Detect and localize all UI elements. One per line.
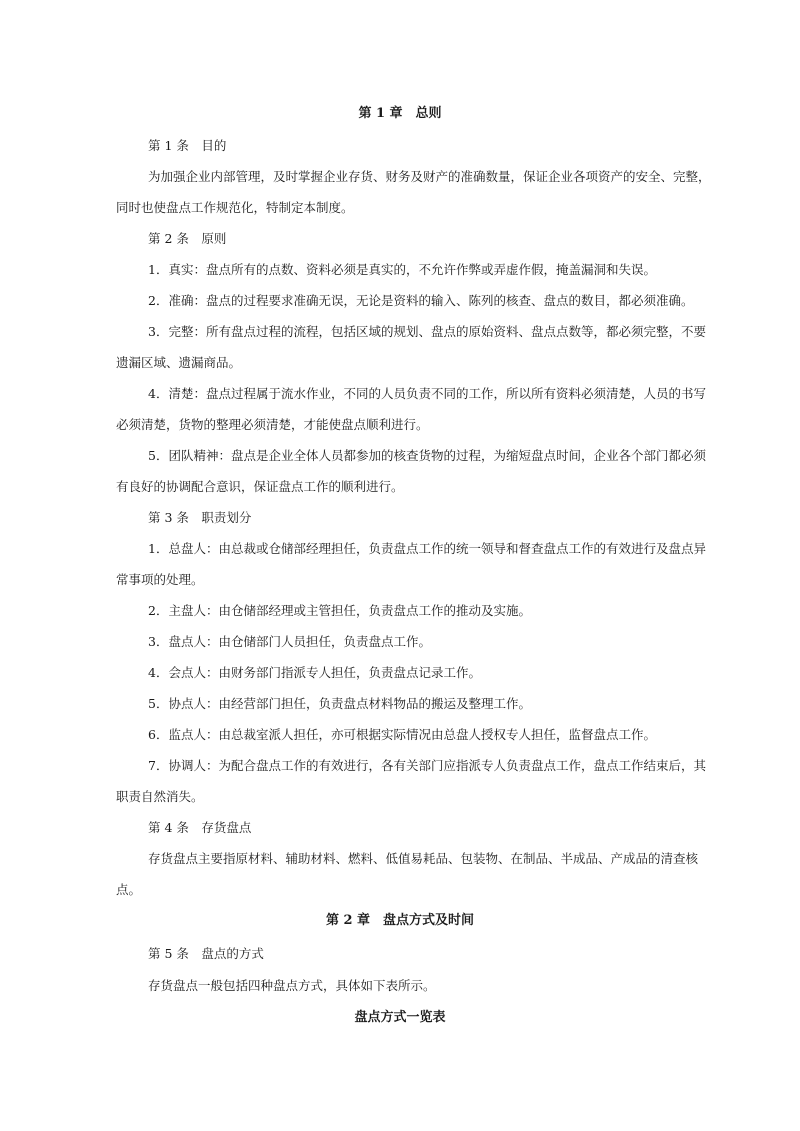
chapter-2-title: 第 2 章 盘点方式及时间 bbox=[325, 913, 475, 928]
article-2-item-4: 4．清楚：盘点过程属于流水作业，不同的人员负责不同的工作，所以所有资料必须清楚，人员的书写 bbox=[148, 386, 706, 401]
article-1-line: 同时也使盘点工作规范化，特制定本制度。 bbox=[116, 200, 354, 215]
article-2-item-5: 5．团队精神：盘点是企业全体人员都参加的核查货物的过程，为缩短盘点时间，企业各个部门都必须 bbox=[148, 448, 706, 463]
table-title: 盘点方式一览表 bbox=[354, 1010, 446, 1025]
article-3-item-1-cont: 常事项的处理。 bbox=[116, 572, 204, 587]
article-5-heading: 第 5 条 盘点的方式 bbox=[148, 946, 264, 961]
chapter-1-title: 第 1 章 总则 bbox=[358, 106, 442, 121]
article-2-item-3: 3．完整：所有盘点过程的流程，包括区域的规划、盘点的原始资料、盘点点数等，都必须完整，不要 bbox=[148, 324, 706, 339]
article-2-item-1: 1．真实：盘点所有的点数、资料必须是真实的，不允许作弊或弄虚作假，掩盖漏洞和失误。 bbox=[148, 262, 656, 277]
article-3-item-7: 7．协调人：为配合盘点工作的有效进行，各有关部门应指派专人负责盘点工作，盘点工作结束后，其 bbox=[148, 758, 706, 773]
article-3-heading: 第 3 条 职责划分 bbox=[148, 510, 252, 525]
article-3-item-4: 4．会点人：由财务部门指派专人担任，负责盘点记录工作。 bbox=[148, 665, 481, 680]
article-3-item-2: 2．主盘人：由仓储部经理或主管担任，负责盘点工作的推动及实施。 bbox=[148, 603, 531, 618]
article-3-item-3: 3．盘点人：由仓储部门人员担任，负责盘点工作。 bbox=[148, 634, 431, 649]
article-2-item-5-cont: 有良好的协调配合意识，保证盘点工作的顺利进行。 bbox=[116, 479, 404, 494]
article-1-line: 为加强企业内部管理，及时掌握企业存货、财务及财产的准确数量，保证企业各项资产的安全、完整， bbox=[148, 169, 711, 184]
article-2-item-4-cont: 必须清楚，货物的整理必须清楚，才能使盘点顺利进行。 bbox=[116, 417, 429, 432]
article-3-item-7-cont: 职责自然消失。 bbox=[116, 789, 204, 804]
article-2-item-2: 2．准确：盘点的过程要求准确无误，无论是资料的输入、陈列的核查、盘点的数目，都必须准确。 bbox=[148, 293, 694, 308]
article-2-heading: 第 2 条 原则 bbox=[148, 231, 227, 246]
article-2-item-3-cont: 遗漏区域、遗漏商品。 bbox=[116, 355, 242, 370]
article-5-line: 存货盘点一般包括四种盘点方式，具体如下表所示。 bbox=[148, 978, 436, 993]
article-1-heading: 第 1 条 目的 bbox=[148, 138, 227, 153]
article-4-heading: 第 4 条 存货盘点 bbox=[148, 820, 252, 835]
article-4-line: 存货盘点主要指原材料、辅助材料、燃料、低值易耗品、包装物、在制品、半成品、产成品的清查核 bbox=[148, 851, 699, 866]
article-3-item-1: 1．总盘人：由总裁或仓储部经理担任，负责盘点工作的统一领导和督查盘点工作的有效进行及盘点异 bbox=[148, 541, 706, 556]
article-3-item-5: 5．协点人：由经营部门担任，负责盘点材料物品的搬运及整理工作。 bbox=[148, 696, 531, 711]
article-3-item-6: 6．监点人：由总裁室派人担任，亦可根据实际情况由总盘人授权专人担任，监督盘点工作。 bbox=[148, 727, 656, 742]
article-4-line: 点。 bbox=[116, 882, 142, 897]
